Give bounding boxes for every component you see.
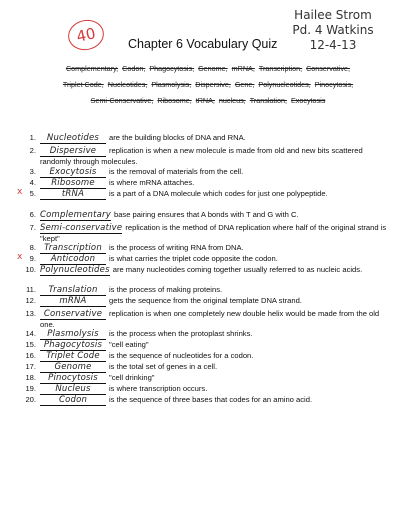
question-text: is where mRNA attaches.: [109, 178, 195, 187]
question-text-block: [40, 395, 390, 406]
question-text: is the process of making proteins.: [109, 285, 223, 294]
answer-field[interactable]: Ribosome: [40, 178, 106, 189]
quiz-title: Chapter 6 Vocabulary Quiz: [128, 37, 278, 51]
question-number: 15.: [25, 340, 36, 349]
question-number: 4.: [29, 178, 36, 187]
question-text: base pairing ensures that A bonds with T and G with C.: [113, 210, 299, 219]
question-text-block: [40, 146, 390, 167]
question-text: is the sequence of three bases that codes for an amino acid.: [109, 395, 313, 404]
word-bank-term: Conservative,: [306, 64, 351, 73]
answer-field[interactable]: Plasmolysis: [40, 329, 106, 340]
word-bank-term: Dispersive,: [195, 80, 231, 89]
question-text-block: [40, 210, 390, 221]
answer-field[interactable]: Nucleotides: [40, 133, 106, 144]
answer-field[interactable]: mRNA: [40, 296, 106, 307]
answer-field[interactable]: Semi-conservative: [40, 223, 123, 233]
word-bank-term: Ribosome,: [157, 96, 192, 105]
question-number: 17.: [25, 362, 36, 371]
question-text: is the process when the protoplast shrinks.: [109, 329, 253, 338]
word-bank: [58, 61, 358, 109]
word-bank-term: Phagocytosis,: [149, 64, 195, 73]
word-bank-term: Translation,: [249, 96, 287, 105]
word-bank-term: Polynucleotides,: [258, 80, 311, 89]
question-text-block: [40, 296, 390, 307]
question-text: are the building blocks of DNA and RNA.: [109, 133, 246, 142]
question-number: 19.: [25, 384, 36, 393]
answer-field[interactable]: Pinocytosis: [40, 373, 106, 384]
question-text: replication is when one completely new double helix would be made from the old one.: [40, 309, 380, 329]
word-bank-term: tRNA,: [195, 96, 215, 105]
answer-field[interactable]: tRNA: [40, 189, 106, 200]
word-bank-term: mRNA,: [231, 64, 255, 73]
answer-field[interactable]: Polynucleotides: [40, 265, 110, 275]
word-bank-term: Plasmolysis,: [151, 80, 192, 89]
question-number: 8.: [29, 243, 36, 252]
word-bank-term: Genome,: [198, 64, 228, 73]
answer-field[interactable]: Codon: [40, 395, 106, 406]
question-text-block: [40, 133, 390, 144]
answer-field[interactable]: Dispersive: [40, 146, 106, 157]
question-text-block: [40, 309, 390, 330]
question-text-block: [40, 362, 390, 373]
question-number: 13.: [25, 309, 36, 318]
question-text: is where transcription occurs.: [109, 384, 208, 393]
question-number: 6.: [29, 210, 36, 219]
question-text: replication is when a new molecule is made from old and new bits scattered randomly through molecules.: [40, 146, 363, 166]
word-bank-line: [58, 61, 358, 77]
question-text-block: [40, 329, 390, 340]
word-bank-line: [58, 77, 358, 93]
question-text: is the process of writing RNA from DNA.: [109, 243, 244, 252]
question-number: 9.: [29, 254, 36, 263]
word-bank-term: Triplet Code,: [62, 80, 104, 89]
question-text-block: [40, 223, 390, 244]
student-info: [278, 8, 388, 53]
quiz-date: 12-4-13: [309, 38, 357, 52]
word-bank-term: Complementary,: [65, 64, 119, 73]
word-bank-term: nucleus,: [218, 96, 246, 105]
question-text-block: [40, 373, 390, 384]
answer-field[interactable]: Exocytosis: [40, 167, 106, 178]
question-number: 10.: [25, 265, 36, 274]
question-number: 16.: [25, 351, 36, 360]
answer-field[interactable]: Phagocytosis: [40, 340, 106, 351]
question-number: 12.: [25, 296, 36, 305]
answer-field[interactable]: Triplet Code: [40, 351, 106, 362]
question-number: 2.: [29, 146, 36, 155]
question-text-block: [40, 243, 390, 254]
question-number: 14.: [25, 329, 36, 338]
question-text: is what carries the triplet code opposite the codon.: [109, 254, 278, 263]
question-text: are many nucleotides coming together usually referred to as nucleic acids.: [112, 265, 363, 274]
question-text-block: [40, 189, 390, 200]
wrong-mark: x: [17, 252, 23, 262]
question-text: "cell drinking": [109, 373, 155, 382]
word-bank-term: Nucleotides,: [107, 80, 148, 89]
score-value: 40: [74, 24, 98, 46]
question-text-block: [40, 285, 390, 296]
word-bank-term: Codon,: [122, 64, 146, 73]
word-bank-term: Exocytosis: [290, 96, 326, 105]
answer-field[interactable]: Genome: [40, 362, 106, 373]
question-number: 1.: [29, 133, 36, 142]
answer-field[interactable]: Translation: [40, 285, 106, 296]
question-text: replication is the method of DNA replication where half of the original strand is "kept": [40, 223, 387, 243]
question-number: 3.: [29, 167, 36, 176]
word-bank-term: Transcription,: [258, 64, 303, 73]
question-number: 18.: [25, 373, 36, 382]
question-text-block: [40, 340, 390, 351]
period-teacher: Pd. 4 Watkins: [292, 23, 374, 37]
question-text-block: [40, 167, 390, 178]
question-text: is the total set of genes in a cell.: [109, 362, 218, 371]
answer-field[interactable]: Nucleus: [40, 384, 106, 395]
question-number: 20.: [25, 395, 36, 404]
word-bank-term: Pinocytosis,: [314, 80, 354, 89]
question-number: 11.: [26, 285, 36, 294]
word-bank-term: Semi-Conservative,: [90, 96, 154, 105]
word-bank-line: [58, 93, 358, 109]
question-text-block: [40, 265, 390, 276]
question-number: 5.: [29, 189, 36, 198]
question-text: gets the sequence from the original template DNA strand.: [109, 296, 302, 305]
score-circle: [65, 17, 106, 54]
question-text: is the sequence of nucleotides for a codon.: [109, 351, 254, 360]
question-text: "cell eating": [109, 340, 149, 349]
question-text-block: [40, 384, 390, 395]
question-number: 7.: [29, 223, 36, 232]
question-text-block: [40, 351, 390, 362]
answer-field[interactable]: Complementary: [40, 210, 111, 220]
wrong-mark: x: [17, 187, 23, 197]
answer-field[interactable]: Conservative: [40, 309, 106, 320]
question-text-block: [40, 178, 390, 189]
word-bank-term: Gene,: [234, 80, 255, 89]
question-text: is a part of a DNA molecule which codes for just one polypeptide.: [109, 189, 328, 198]
answer-field[interactable]: Anticodon: [40, 254, 106, 265]
student-name: Hailee Strom: [294, 8, 372, 22]
question-text-block: [40, 254, 390, 265]
question-text: is the removal of materials from the cell.: [109, 167, 244, 176]
answer-field[interactable]: Transcription: [40, 243, 106, 254]
